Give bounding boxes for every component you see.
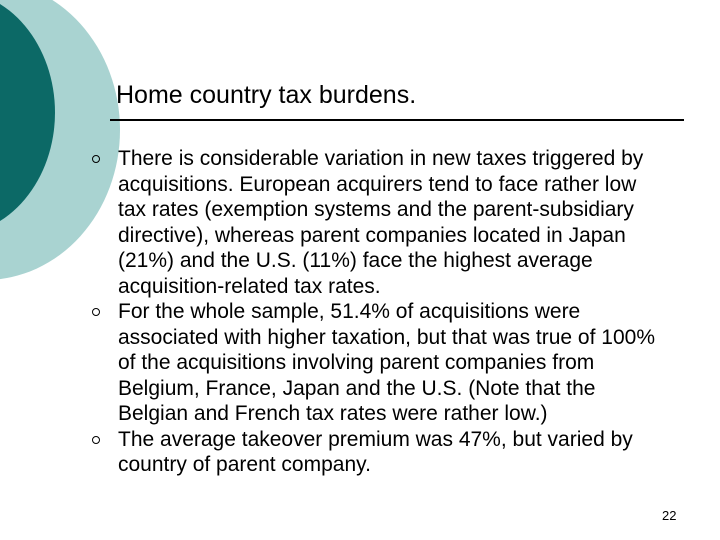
- bullet-text: For the whole sample, 51.4% of acquisitions were associated with higher taxation, but that was true of 100% of the acquisitions involving parent companies from Belgium, France, Japan and the U.S. (Note that the Belgian and French tax rates were rather low.): [118, 300, 655, 425]
- slide-title: Home country tax burdens.: [116, 81, 417, 109]
- bullet-item: [86, 146, 666, 299]
- bullet-text: The average takeover premium was 47%, but varied by country of parent company.: [118, 427, 633, 476]
- title-underline: [110, 119, 684, 121]
- bullet-circle-icon: [92, 308, 100, 316]
- page-number: 22: [662, 508, 677, 523]
- bullet-text: There is considerable variation in new taxes triggered by acquisitions. European acquirers tend to face rather low tax rates (exemption systems and the parent-subsidiary directive), whereas parent companies located in Japan (21%) and the U.S. (11%) face the highest average acquisition-related tax rates.: [118, 147, 644, 298]
- bullet-list: [86, 146, 666, 478]
- bullet-circle-icon: [92, 436, 100, 444]
- bullet-item: [86, 299, 666, 427]
- bullet-circle-icon: [92, 155, 100, 163]
- bullet-item: [86, 427, 666, 478]
